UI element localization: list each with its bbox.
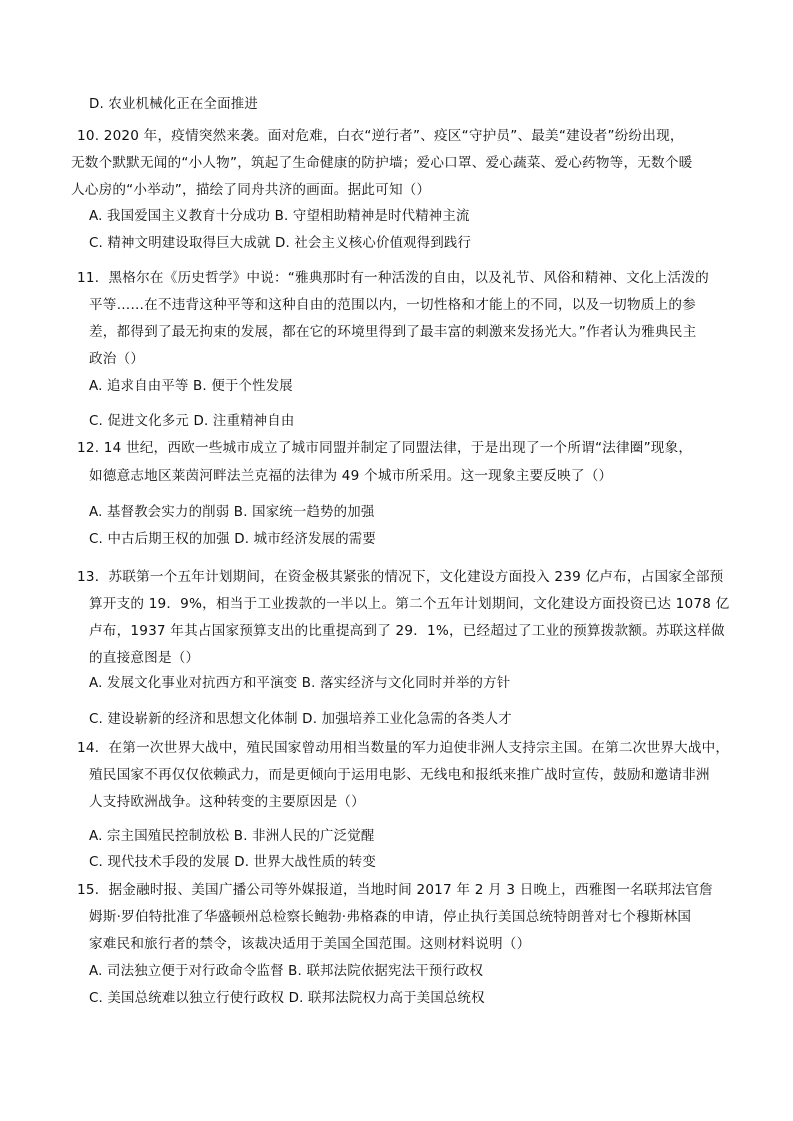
- q13-stem-line-2: 算开支的 19．9%，相当于工业拨款的一半以上。第二个五年计划期间，文化建设方面投资已达 1078 亿: [89, 596, 730, 612]
- q14-stem-line-3: 人支持欧洲战争。这种转变的主要原因是（）: [89, 794, 365, 810]
- q14-stem-line-2: 殖民国家不再仅仅依赖武力，而是更倾向于运用电影、无线电和报纸来推广战时宣传，鼓励和邀请非洲: [89, 767, 710, 783]
- q14-stem-line-1: 14．在第一次世界大战中，殖民国家曾动用相当数量的军力迫使非洲人支持宗主国。在第二次世界大战中，: [77, 740, 730, 756]
- q10-stem-line-2: 无数个默默无闻的“小人物”，筑起了生命健康的防护墙；爱心口罩、爱心蔬菜、爱心药物等，无数个暖: [71, 155, 693, 171]
- q15-stem-line-3: 家难民和旅行者的禁令，该裁决适用于美国全国范围。这则材料说明（）: [89, 936, 531, 952]
- q13-options-cd: C. 建设崭新的经济和思想文化体制 D. 加强培养工业化急需的各类人才: [89, 712, 512, 727]
- q15-options-cd: C. 美国总统难以独立行使行政权 D. 联邦法院权力高于美国总统权: [89, 991, 485, 1006]
- q13-options-ab: A. 发展文化事业对抗西方和平演变 B. 落实经济与文化同时并举的方针: [89, 676, 511, 691]
- q10-stem-line-3: 人心房的“小举动”，描绘了同舟共济的画面。据此可知（）: [71, 182, 431, 198]
- q10-stem-line-1: 10. 2020 年，疫情突然来袭。面对危难，白衣“逆行者”、疫区“守护员”、最美“建设者”纷纷出现，: [77, 128, 684, 144]
- q11-options-ab: A. 追求自由平等 B. 便于个性发展: [89, 379, 293, 394]
- q12-stem-line-2: 如德意志地区莱茵河畔法兰克福的法律为 49 个城市所采用。这一现象主要反映了（）: [89, 468, 613, 484]
- q13-stem-line-3: 卢布，1937 年其占国家预算支出的比重提高到了 29．1%，已经超过了工业的预算拨款额。苏联这样做: [89, 623, 725, 639]
- q10-options-cd: C. 精神文明建设取得巨大成就 D. 社会主义核心价值观得到践行: [89, 236, 472, 251]
- q13-stem-line-4: 的直接意图是（）: [89, 650, 200, 666]
- q11-stem-line-3: 差，都得到了最无拘束的发展，都在它的环境里得到了最丰富的刺激来发扬光大。”作者认为雅典民主: [89, 324, 697, 340]
- q12-stem-line-1: 12. 14 世纪，西欧一些城市成立了城市同盟并制定了同盟法律，于是出现了一个所谓“法律圈”现象，: [77, 440, 693, 456]
- q15-stem-line-2: 姆斯·罗伯特批准了华盛顿州总检察长鲍勃·弗格森的申请，停止执行美国总统特朗普对七个穆斯林国: [89, 909, 692, 925]
- q11-stem-line-1: 11．黑格尔在《历史哲学》中说：“雅典那时有一种活泼的自由，以及礼节、风俗和精神、文化上活泼的: [77, 270, 709, 286]
- q14-options-ab: A. 宗主国殖民控制放松 B. 非洲人民的广泛觉醒: [89, 829, 375, 844]
- q15-options-ab: A. 司法独立便于对行政命令监督 B. 联邦法院依据宪法干预行政权: [89, 964, 484, 979]
- q11-stem-line-2: 平等……在不违背这种平等和这种自由的范围以内，一切性格和才能上的不同，以及一切物质上的参: [89, 297, 696, 313]
- q9-option-d: D. 农业机械化正在全面推进: [89, 97, 258, 112]
- q12-options-cd: C. 中古后期王权的加强 D. 城市经济发展的需要: [89, 532, 376, 547]
- q11-options-cd: C. 促进文化多元 D. 注重精神自由: [89, 414, 295, 429]
- q15-stem-line-1: 15．据金融时报、美国广播公司等外媒报道，当地时间 2017 年 2 月 3 日晚上，西雅图一名联邦法官詹: [77, 882, 713, 898]
- q10-options-ab: A. 我国爱国主义教育十分成功 B. 守望相助精神是时代精神主流: [89, 209, 470, 224]
- q13-stem-line-1: 13．苏联第一个五年计划期间，在资金极其紧张的情况下，文化建设方面投入 239 亿卢布，占国家全部预: [77, 569, 724, 585]
- q14-options-cd: C. 现代技术手段的发展 D. 世界大战性质的转变: [89, 855, 376, 870]
- q12-options-ab: A. 基督教会实力的削弱 B. 国家统一趋势的加强: [89, 505, 375, 520]
- q11-stem-line-4: 政治（）: [89, 351, 145, 367]
